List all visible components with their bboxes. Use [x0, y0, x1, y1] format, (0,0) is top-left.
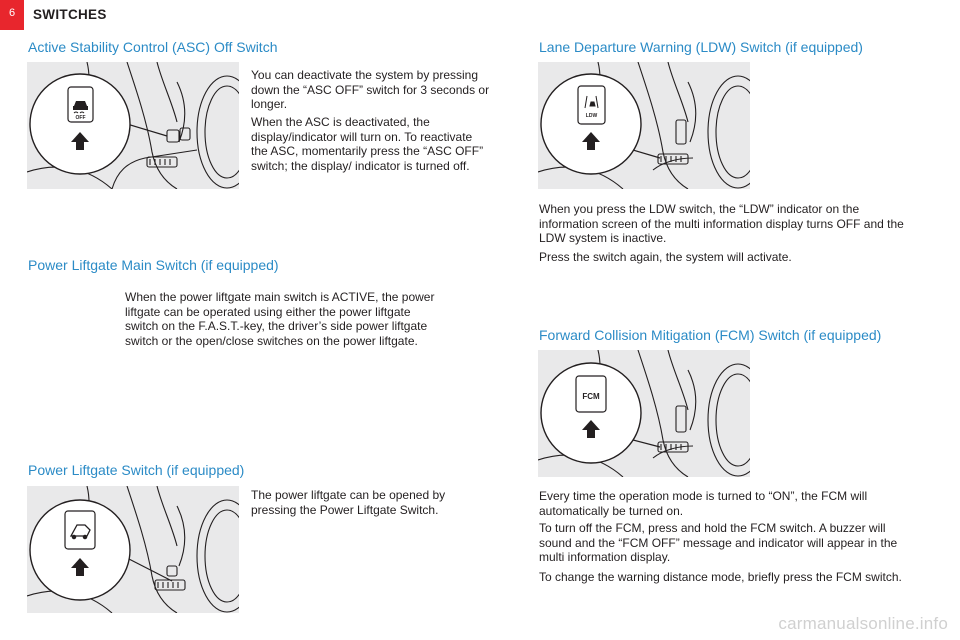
liftgate-heading: Power Liftgate Switch (if equipped) [28, 462, 245, 478]
asc-paragraph-1: You can deactivate the system by pressing down the “ASC OFF” switch for 3 seconds or longer. [251, 68, 490, 112]
asc-paragraph-2: When the ASC is deactivated, the display/indicator will turn on. To reactivate the ASC, momentarily press the “ASC OFF” switch; the display/ indicator is turned off. [251, 115, 484, 173]
asc-heading: Active Stability Control (ASC) Off Switch [28, 39, 278, 55]
section-title: SWITCHES [33, 7, 107, 22]
page-number-badge: 6 [0, 0, 24, 30]
asc-illustration [27, 62, 239, 189]
fcm-switch-label: FCM [582, 392, 600, 401]
watermark: carmanualsonline.info [778, 614, 948, 633]
liftgate-illustration [27, 486, 239, 613]
liftgate-main-heading: Power Liftgate Main Switch (if equipped) [28, 257, 279, 273]
fcm-heading: Forward Collision Mitigation (FCM) Switch (if equipped) [539, 327, 882, 343]
ldw-switch-label: LDW [585, 113, 598, 119]
ldw-paragraph-1: When you press the LDW switch, the “LDW” indicator on the information screen of the multi information display turns OFF and the LDW system is inactive. [539, 202, 904, 246]
fcm-illustration [538, 350, 750, 477]
ldw-illustration [538, 62, 750, 189]
fcm-paragraph-3: To change the warning distance mode, briefly press the FCM switch. [539, 570, 902, 584]
fcm-paragraph-2: To turn off the FCM, press and hold the FCM switch. A buzzer will sound and the “FCM OFF” message and indicator will appear in the multi information display. [539, 521, 898, 565]
ldw-paragraph-2: Press the switch again, the system will activate. [539, 250, 792, 264]
fcm-paragraph-1: Every time the operation mode is turned to “ON”, the FCM will automatically be turned on. [539, 489, 868, 518]
liftgate-paragraph: The power liftgate can be opened by pressing the Power Liftgate Switch. [251, 488, 446, 517]
ldw-heading: Lane Departure Warning (LDW) Switch (if equipped) [539, 39, 863, 55]
asc-switch-label: OFF [75, 115, 86, 121]
liftgate-main-paragraph: When the power liftgate main switch is ACTIVE, the power liftgate can be operated using either the power liftgate switch on the F.A.S.T.-key, the driver’s side power liftgate switch or the open/close switches on the power liftgate. [125, 290, 435, 348]
